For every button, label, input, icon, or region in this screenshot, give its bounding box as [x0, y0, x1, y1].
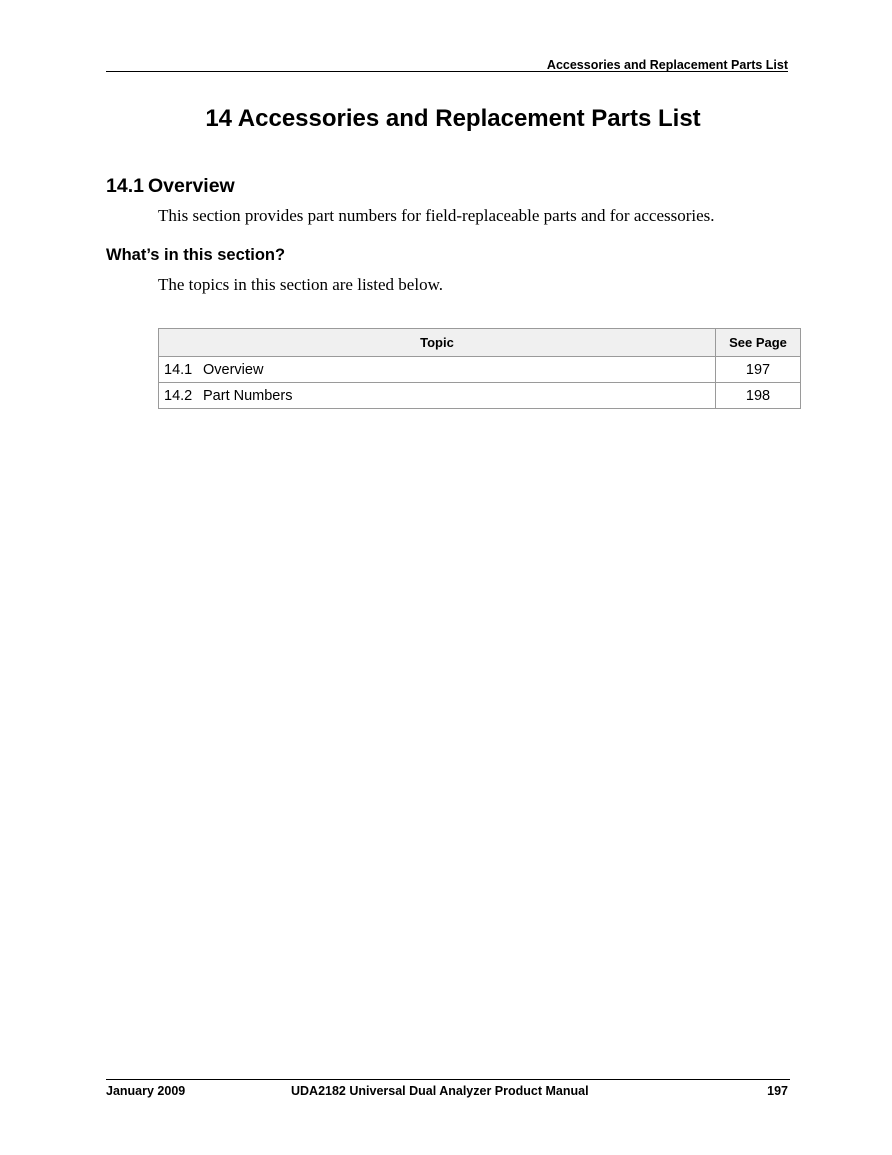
- footer-date: January 2009: [106, 1084, 186, 1098]
- topic-label: Part Numbers: [203, 387, 293, 404]
- topic-label: Overview: [203, 361, 264, 378]
- footer-rule: [106, 1079, 790, 1080]
- topic-cell: [159, 357, 716, 383]
- section-title: Overview: [148, 175, 235, 197]
- topic-number: 14.1: [164, 361, 193, 378]
- topic-cell: [159, 383, 716, 409]
- section-heading: [106, 174, 235, 198]
- column-header-topic: Topic: [159, 329, 716, 357]
- running-header: Accessories and Replacement Parts List: [546, 58, 788, 72]
- section-number: 14.1: [106, 175, 144, 197]
- chapter-title: 14 Accessories and Replacement Parts List: [205, 105, 701, 132]
- table-row: [159, 357, 801, 383]
- header-rule: [106, 71, 788, 72]
- table-row: [159, 383, 801, 409]
- footer-page-number: 197: [767, 1084, 788, 1098]
- topics-table: [158, 328, 801, 409]
- column-header-see-page: See Page: [716, 329, 801, 357]
- page-cell: 198: [716, 383, 801, 409]
- whats-in-heading: What’s in this section?: [106, 246, 286, 264]
- table-header-row: [159, 329, 801, 357]
- footer-manual-title: UDA2182 Universal Dual Analyzer Product Manual: [291, 1084, 589, 1098]
- section-intro: This section provides part numbers for field-replaceable parts and for accessories.: [158, 206, 715, 225]
- whats-in-text: The topics in this section are listed below.: [158, 275, 443, 294]
- page-cell: 197: [716, 357, 801, 383]
- topic-number: 14.2: [164, 387, 193, 404]
